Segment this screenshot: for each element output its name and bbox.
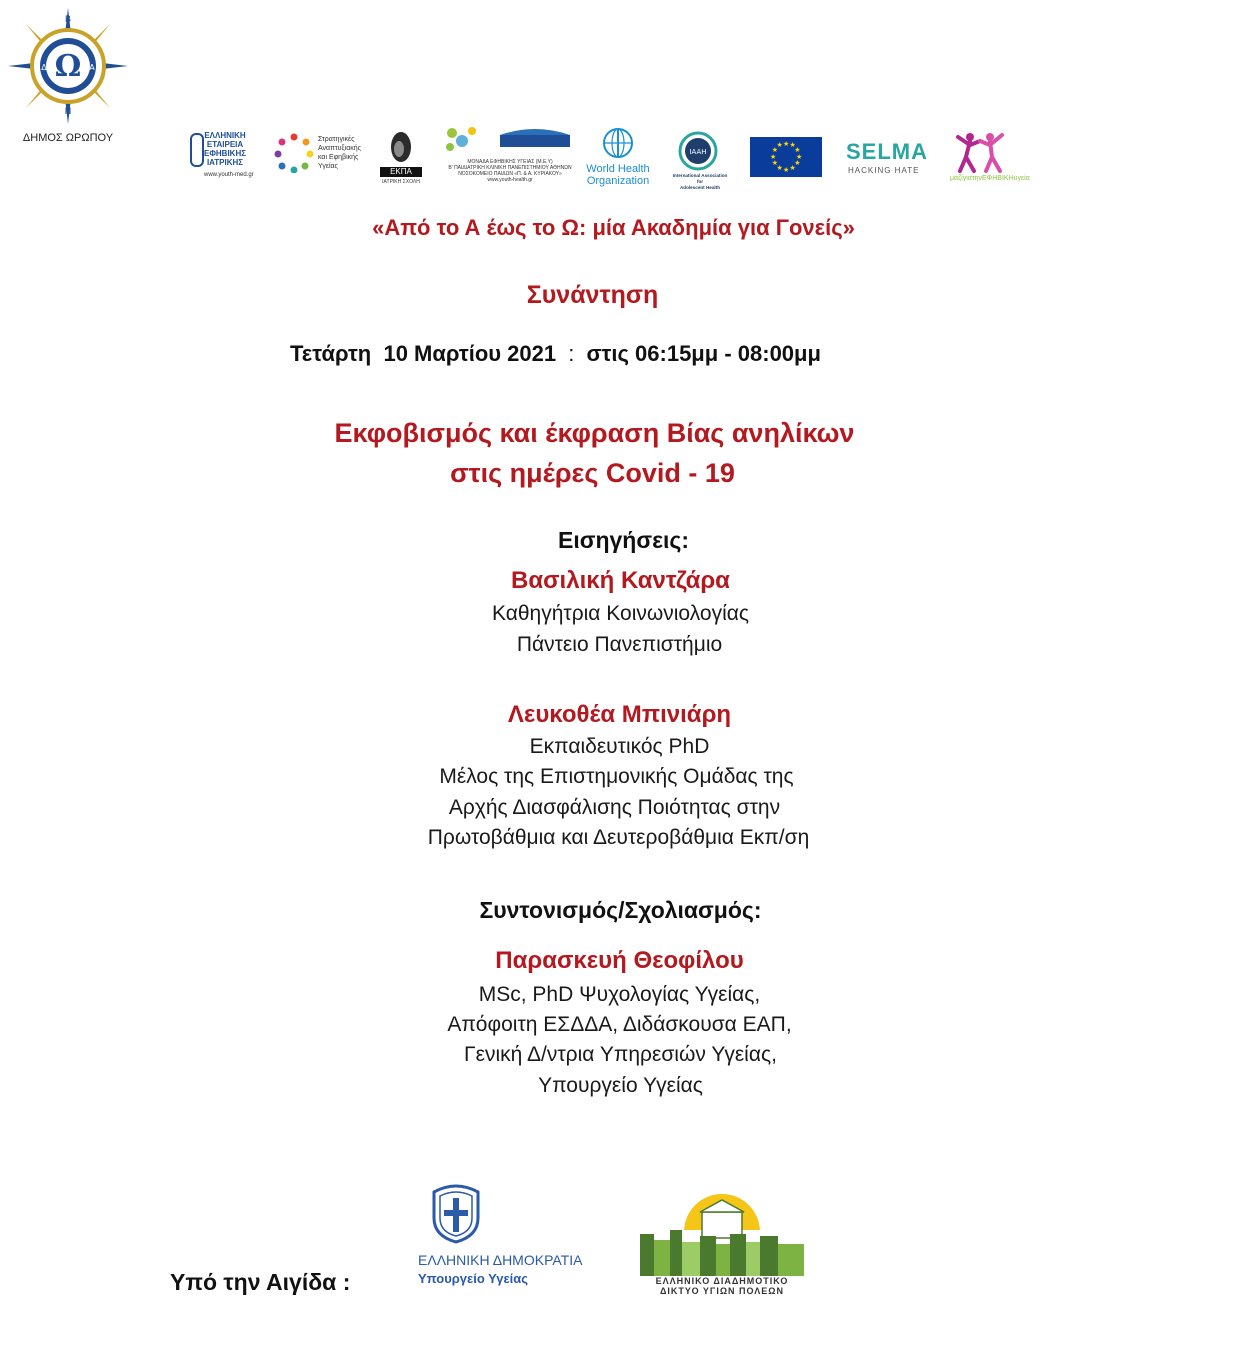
partner-logos <box>190 125 1060 195</box>
svg-text:IAAH: IAAH <box>689 148 707 156</box>
greek-coat-of-arms-icon <box>424 1184 488 1244</box>
speaker-detail: Πάντειο Πανεπιστήμιο <box>516 633 723 656</box>
ministry-line-2: Υπουργείο Υγείας <box>418 1271 529 1286</box>
svg-text:Δ: Δ <box>41 63 47 72</box>
selma-logo: SELMA HACKING HATE <box>846 139 928 175</box>
efhviki-ygeia-logo: μαζίγιατηνΕΦΗΒΙΚΗυγεία <box>950 125 1060 191</box>
moderator-detail: Απόφοιτη ΕΣΔΔΑ, Διδάσκουσα ΕΑΠ, <box>447 1013 792 1036</box>
people-circle-icon <box>274 133 314 173</box>
who-globe-icon <box>600 127 636 161</box>
eu-star-icon: ★ <box>776 142 783 150</box>
ministry-line-1: ΕΛΛΗΝΙΚΗ ΔΗΜΟΚΡΑΤΙΑ <box>418 1252 583 1268</box>
iaah-logo: IAAH International Association for Adolescent Health <box>670 125 730 191</box>
ministry-of-health-logo <box>418 1184 598 1294</box>
eu-flag-icon <box>750 137 822 177</box>
eu-star-icon: ★ <box>771 147 779 154</box>
youth-med-icon <box>190 133 204 167</box>
eu-star-icon: ★ <box>783 140 790 148</box>
municipality-name: ΔΗΜΟΣ ΩΡΩΠΟΥ <box>22 132 114 144</box>
municipality-logo <box>8 8 128 148</box>
event-topic-line-1: Εκφοβισμός και έκφραση Βίας ανηλίκων <box>334 418 855 448</box>
speaker-detail: Καθηγήτρια Κοινωνιολογίας <box>491 602 750 625</box>
athena-head-icon <box>386 129 416 165</box>
who-logo: World Health Organization <box>584 125 652 191</box>
speakers-heading: Εισηγήσεις: <box>557 527 689 553</box>
speaker-detail: Αρχής Διασφάλισης Ποιότητας στην <box>448 796 781 819</box>
event-time: στις 06:15μμ - 08:00μμ <box>586 341 821 366</box>
speaker-detail: Μέλος της Επιστημονικής Ομάδας της <box>439 765 794 788</box>
svg-text:Ω: Ω <box>54 49 82 84</box>
speaker-detail: Εκπαιδευτικός PhD <box>529 735 710 758</box>
mey-graphic-icon <box>442 125 578 155</box>
event-type: Συνάντηση <box>526 281 659 309</box>
event-date: Τετάρτη 10 Μαρτίου 2021 <box>290 341 557 366</box>
svg-text:N: N <box>64 107 72 117</box>
event-datetime <box>290 341 821 367</box>
youth-med-logo: ΕΛΛΗΝΙΚΗ ΕΤΑΙΡΕΙΑ ΕΦΗΒΙΚΗΣ ΙΑΤΡΙΚΗΣ www.youth-med.gr <box>190 125 262 191</box>
svg-text:B: B <box>64 15 72 25</box>
moderator-name: Παρασκευή Θεοφίλου <box>495 947 744 974</box>
eu-star-icon: ★ <box>796 153 803 161</box>
compass-emblem-icon <box>8 8 128 126</box>
iaah-ring-icon <box>678 131 718 171</box>
eu-star-icon: ★ <box>783 166 790 174</box>
moderator-detail: MSc, PhD Ψυχολογίας Υγείας, <box>478 983 761 1006</box>
network-line-1: ΕΛΛΗΝΙΚΟ ΔΙΑΔΗΜΟΤΙΚΟ <box>655 1276 789 1286</box>
speaker-name: Βασιλική Καντζάρα <box>511 567 730 594</box>
jumping-people-icon <box>952 131 1008 175</box>
moderator-detail: Υπουργείο Υγείας <box>538 1074 703 1097</box>
eu-star-icon: ★ <box>771 160 779 167</box>
event-topic-line-2: στις ημέρες Covid - 19 <box>450 458 735 488</box>
network-line-2: ΔΙΚΤΥΟ ΥΓΙΩΝ ΠΟΛΕΩΝ <box>659 1286 785 1296</box>
eu-star-icon: ★ <box>789 164 796 172</box>
speaker-detail: Πρωτοβάθμια και Δευτεροβάθμια Εκπ/ση <box>427 826 810 849</box>
moderator-heading: Συντονισμός/Σχολιασμός: <box>479 897 762 923</box>
ekpa-logo: ΕΚΠΑ ΙΑΤΡΙΚΗ ΣΧΟΛΗ <box>380 125 424 191</box>
strategic-health-logo: Στρατηγικές Αναπτυξιακής και Εφηβικής Υγείας <box>274 125 370 191</box>
eu-star-icon: ★ <box>794 147 801 154</box>
eu-star-icon: ★ <box>776 164 783 172</box>
event-separator: : <box>568 341 575 366</box>
healthy-cities-network-logo <box>640 1190 804 1294</box>
svg-text:A: A <box>89 63 95 72</box>
moderator-detail: Γενική Δ/ντρια Υπηρεσιών Υγείας, <box>464 1043 777 1066</box>
eu-star-icon: ★ <box>789 142 796 150</box>
event-title: «Από το Α έως το Ω: μία Ακαδημία για Γονείς» <box>372 215 855 240</box>
auspices-label: Υπό την Αιγίδα : <box>170 1269 351 1295</box>
eu-star-icon: ★ <box>770 153 777 161</box>
speaker-name: Λευκοθέα Μπινιάρη <box>507 701 732 728</box>
eu-star-icon: ★ <box>794 160 801 167</box>
mey-logo: ΜΟΝΑΔΑ ΕΦΗΒΙΚΗΣ ΥΓΕΙΑΣ (Μ.Ε.Υ) Β' ΠΑΙΔΙΑΤΡΙΚΗ ΚΛΙΝΙΚΗ ΠΑΝΕΠΙΣΤΗΜΙΟΥ ΑΘΗΝΩΝ ΝΟΣΟΚΟΜΕΙΟ ΠΑΙΔΩΝ «Π. & Α. ΚΥΡΙΑΚΟΥ» www.youth-health.gr <box>442 125 580 191</box>
healthy-cities-graphic-icon <box>640 1190 804 1276</box>
